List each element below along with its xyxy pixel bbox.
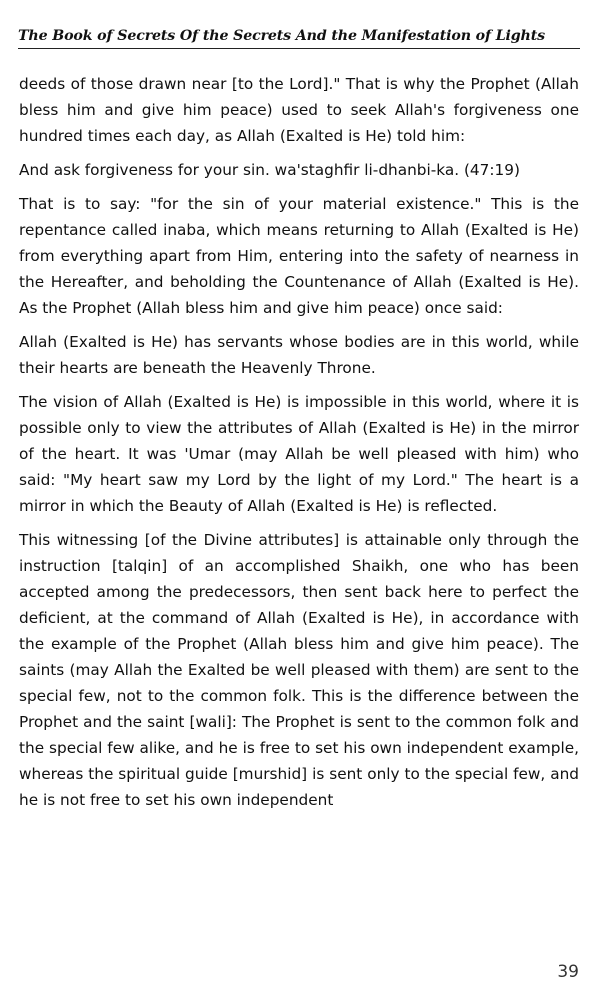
quote-ask-forgiveness: And ask forgiveness for your sin. wa'staghfir li-dhanbi-ka. (47:19) [19, 161, 520, 179]
quote-servants-hearts: Allah (Exalted is He) has servants whose bodies are in this world, while their hearts are beneath the Heavenly Throne. [19, 333, 579, 377]
book-title: The Book of Secrets Of the Secrets And the Manifestation of Lights [18, 28, 545, 44]
paragraph-deeds-drawn-near: deeds of those drawn near [to the Lord]." That is why the Prophet (Allah bless him and give him peace) used to seek Allah's forgiveness one hundred times each day, as Allah (Exalted is He) told him: [19, 75, 579, 145]
page-number: 39 [557, 962, 579, 982]
paragraph-vision-of-allah: The vision of Allah (Exalted is He) is impossible in this world, where it is possible only to view the attributes of Allah (Exalted is He) in the mirror of the heart. It was 'Umar (may Allah be well pleased with him) who said: "My heart saw my Lord by the light of my Lord." The heart is a mirror in which the Beauty of Allah (Exalted is He) is reflected. [19, 393, 579, 515]
running-header [18, 28, 580, 49]
paragraph-witnessing: This witnessing [of the Divine attributes] is attainable only through the instruction [talqin] of an accomplished Shaikh, one who has been accepted among the predecessors, then sent back here to perfect the deficient, at the command of Allah (Exalted is He), in accordance with the example of the Prophet (Allah bless him and give him peace). The saints (may Allah the Exalted be well pleased with them) are sent to the special few, not to the common folk. This is the difference between the Prophet and the saint [wali]: The Prophet is sent to the common folk and the special few alike, and he is free to set his own independent example, whereas the spiritual guide [murshid] is sent only to the special few, and he is not free to set his own independent [19, 531, 579, 809]
paragraph-repentance-inaba: That is to say: "for the sin of your material existence." This is the repentance called inaba, which means returning to Allah (Exalted is He) from everything apart from Him, entering into the safety of nearness in the Hereafter, and beholding the Countenance of Allah (Exalted is He). As the Prophet (Allah bless him and give him peace) once said: [19, 195, 579, 317]
page-body [19, 71, 579, 821]
